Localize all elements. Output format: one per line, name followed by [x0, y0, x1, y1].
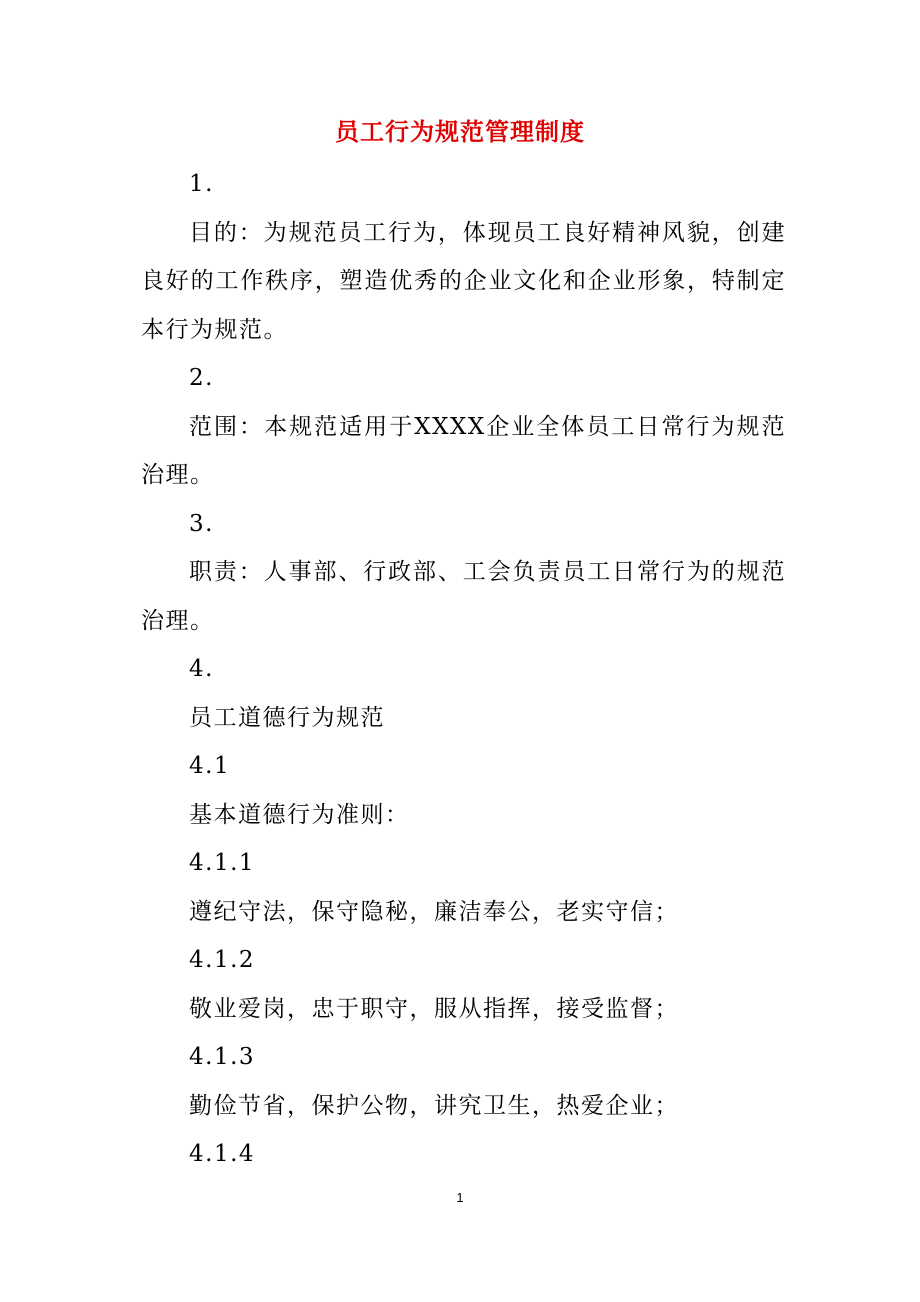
- section-number: 4.1: [189, 753, 231, 779]
- section-heading: 员工道德行为规范: [189, 704, 385, 731]
- paragraph: 勤俭节省，保护公物，讲究卫生，热爱企业；: [189, 1092, 679, 1119]
- paragraph: 基本道德行为准则：: [189, 801, 410, 828]
- section-number: 4.1.3: [189, 1044, 256, 1070]
- document-body: [141, 160, 786, 1179]
- paragraph: 敬业爱岗，忠于职守，服从指挥，接受监督；: [189, 995, 679, 1022]
- section-number: 4.1.4: [189, 1141, 256, 1167]
- paragraph: 职责：人事部、行政部、工会负责员工日常行为的规范治理。: [141, 559, 786, 634]
- paragraph: 范围：本规范适用于XXXX企业全体员工日常行为规范治理。: [141, 413, 786, 488]
- document-title: 员工行为规范管理制度: [335, 117, 585, 146]
- paragraph: 目的：为规范员工行为，体现员工良好精神风貌，创建良好的工作秩序，塑造优秀的企业文化和企业形象，特制定本行为规范。: [141, 219, 786, 343]
- section-number: 1.: [189, 171, 214, 197]
- section-number: 4.1.2: [189, 947, 256, 973]
- section-number: 4.1.1: [189, 850, 256, 876]
- page-number: 1: [456, 1190, 464, 1205]
- section-number: 4.: [189, 656, 214, 682]
- section-number: 2.: [189, 365, 214, 391]
- paragraph: 遵纪守法，保守隐秘，廉洁奉公，老实守信；: [189, 898, 679, 925]
- section-number: 3.: [189, 510, 214, 537]
